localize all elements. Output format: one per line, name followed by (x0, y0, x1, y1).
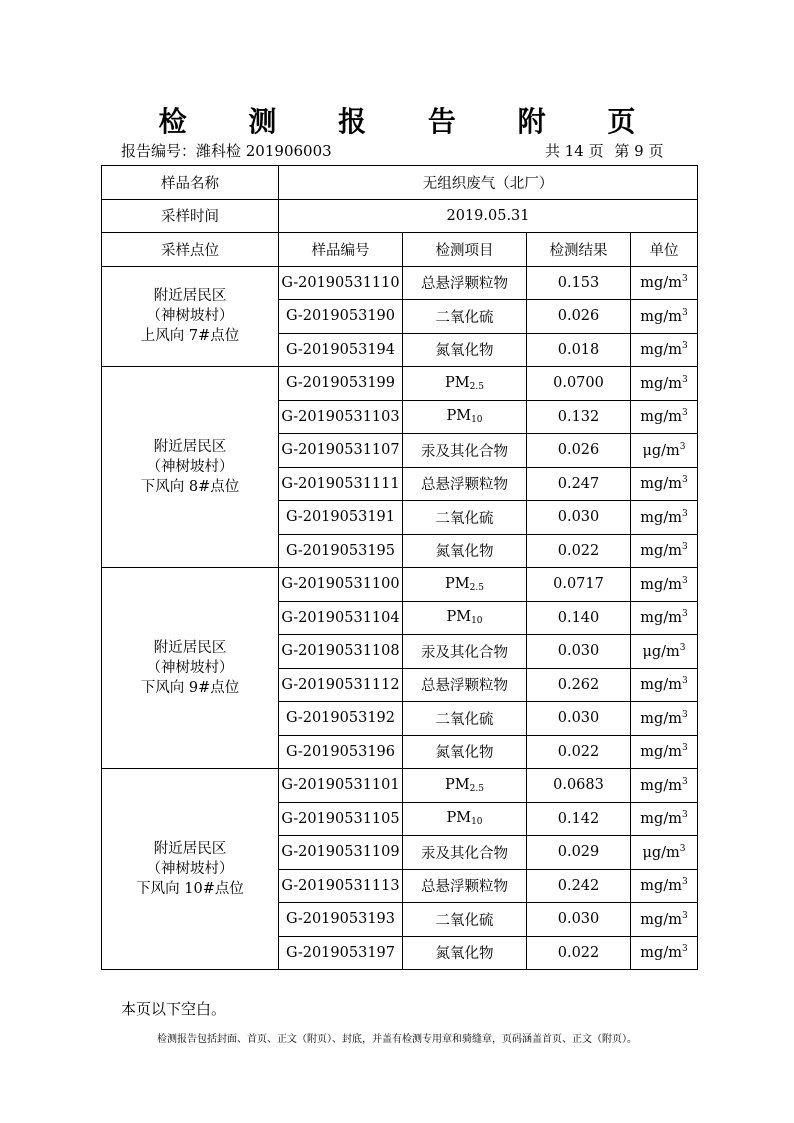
test-result-cell-text: 0.030 (557, 911, 600, 928)
unit-cell-sup: 3 (681, 475, 688, 486)
test-item-cell (403, 434, 527, 468)
sampling-site-line: （神树坡村） (146, 660, 234, 676)
unit-cell (631, 702, 698, 736)
unit-cell (631, 668, 698, 702)
col-sample-no-header: 样品编号 (279, 233, 403, 267)
sample-number-cell (279, 434, 403, 468)
unit-cell-text: μg/m (642, 442, 680, 459)
test-item-cell-sub: 10 (471, 817, 483, 828)
sample-name-value: 无组织废气（北厂） (279, 166, 698, 200)
unit-cell-text: mg/m (640, 576, 682, 593)
test-result-cell-text: 0.022 (557, 743, 600, 760)
unit-cell-sup: 3 (681, 508, 688, 519)
unit-cell-sup: 3 (679, 441, 686, 452)
test-item-cell-text: 汞及其化合物 (421, 845, 508, 862)
test-result-cell (527, 601, 631, 635)
sample-name-label: 样品名称 (102, 166, 279, 200)
table-row (102, 769, 698, 803)
sample-number-cell-text: G-20190531112 (281, 676, 400, 693)
unit-cell-sup: 3 (681, 274, 688, 285)
column-header-row (102, 233, 698, 267)
sample-name-row (102, 166, 698, 200)
sample-number-cell-text: G-2019053196 (285, 743, 395, 760)
sample-number-cell-text: G-2019053193 (285, 911, 395, 928)
unit-cell-text: mg/m (640, 677, 682, 694)
unit-cell-sup: 3 (679, 843, 686, 854)
sampling-site-cell (102, 568, 279, 769)
test-result-cell-text: 0.030 (557, 509, 600, 526)
unit-cell (631, 802, 698, 836)
test-result-cell (527, 300, 631, 334)
unit-cell (631, 936, 698, 970)
unit-cell-text: mg/m (640, 610, 682, 627)
test-result-cell (527, 769, 631, 803)
table-row (102, 367, 698, 401)
unit-cell-sup: 3 (681, 609, 688, 620)
sample-number-cell (279, 501, 403, 535)
sampling-time-value: 2019.05.31 (279, 199, 698, 233)
unit-cell-text: mg/m (640, 543, 682, 560)
test-item-cell-sub: 10 (471, 616, 483, 627)
test-item-cell-text: 二氧化硫 (435, 711, 494, 728)
test-item-cell (403, 802, 527, 836)
sample-number-cell (279, 467, 403, 501)
test-result-cell-text: 0.030 (557, 643, 600, 660)
unit-cell-sup: 3 (679, 642, 686, 653)
unit-cell-sup: 3 (681, 944, 688, 955)
test-result-cell (527, 735, 631, 769)
unit-cell-text: mg/m (640, 308, 682, 325)
test-result-cell-text: 0.247 (557, 475, 600, 492)
test-item-cell (403, 936, 527, 970)
test-item-cell-text: 二氧化硫 (435, 309, 494, 326)
test-item-cell (403, 467, 527, 501)
sample-number-cell-text: G-20190531105 (281, 810, 400, 827)
sample-number-cell (279, 869, 403, 903)
sample-number-cell-text: G-2019053191 (285, 509, 395, 526)
test-item-cell (403, 635, 527, 669)
col-unit-header: 单位 (631, 233, 698, 267)
sample-number-cell-text: G-2019053192 (285, 710, 395, 727)
sample-number-cell-text: G-20190531104 (281, 609, 400, 626)
sample-number-cell (279, 534, 403, 568)
test-item-cell-text: PM (445, 776, 470, 793)
unit-cell (631, 903, 698, 937)
test-result-cell-text: 0.029 (557, 844, 600, 861)
unit-cell-text: mg/m (640, 744, 682, 761)
unit-cell-text: mg/m (640, 811, 682, 828)
test-result-cell (527, 568, 631, 602)
unit-cell-sup: 3 (681, 341, 688, 352)
test-item-cell (403, 668, 527, 702)
unit-cell-text: μg/m (642, 643, 680, 660)
unit-cell-sup: 3 (681, 709, 688, 720)
sampling-site-cell (102, 769, 279, 970)
sampling-site-line: （神树坡村） (146, 861, 234, 877)
test-item-cell-text: PM (446, 810, 472, 827)
sample-number-cell-text: G-20190531100 (281, 576, 400, 593)
unit-cell (631, 266, 698, 300)
sample-number-cell (279, 266, 403, 300)
test-item-cell (403, 266, 527, 300)
test-result-cell (527, 501, 631, 535)
sample-number-cell (279, 668, 403, 702)
sample-number-cell-text: G-2019053194 (285, 341, 395, 358)
table-row (102, 568, 698, 602)
test-result-cell (527, 936, 631, 970)
test-result-cell (527, 434, 631, 468)
sample-number-cell-text: G-20190531108 (281, 643, 400, 660)
sample-number-cell-text: G-20190531107 (281, 442, 400, 459)
sampling-time-label: 采样时间 (102, 199, 279, 233)
unit-cell (631, 836, 698, 870)
unit-cell (631, 333, 698, 367)
test-result-cell (527, 635, 631, 669)
sample-number-cell (279, 836, 403, 870)
sample-number-cell (279, 400, 403, 434)
test-result-cell (527, 367, 631, 401)
sample-number-cell-text: G-2019053195 (285, 542, 395, 559)
test-item-cell (403, 869, 527, 903)
test-item-cell (403, 400, 527, 434)
unit-cell-sup: 3 (681, 877, 688, 888)
sample-number-cell (279, 769, 403, 803)
unit-cell-text: mg/m (640, 509, 682, 526)
test-item-cell-text: PM (446, 408, 472, 425)
sampling-site-line: 附近居民区 (153, 288, 227, 305)
test-item-cell-sub: 2.5 (469, 582, 484, 593)
unit-cell-text: μg/m (642, 844, 680, 861)
test-item-cell-sub: 10 (471, 415, 483, 426)
table-row (102, 266, 698, 300)
test-result-cell-text: 0.132 (557, 408, 600, 425)
unit-cell (631, 769, 698, 803)
col-result-header: 检测结果 (527, 233, 631, 267)
test-result-cell-text: 0.0700 (553, 375, 604, 392)
unit-cell (631, 400, 698, 434)
sample-number-cell-text: G-2019053199 (285, 375, 395, 392)
unit-cell (631, 869, 698, 903)
sample-number-cell (279, 333, 403, 367)
sample-number-cell (279, 735, 403, 769)
sampling-site-cell (102, 367, 279, 568)
unit-cell-text: mg/m (640, 476, 682, 493)
sample-number-cell-text: G-20190531113 (281, 877, 400, 894)
unit-cell (631, 467, 698, 501)
sample-number-cell (279, 601, 403, 635)
test-result-cell (527, 903, 631, 937)
footnote: 检测报告包括封面、首页、正文（附页）、封底，并盖有检测专用章和骑缝章，页码涵盖首页、正文（附页）。 (157, 1034, 637, 1045)
unit-cell-sup: 3 (681, 776, 688, 787)
test-result-cell-text: 0.262 (557, 676, 600, 693)
test-result-cell (527, 836, 631, 870)
sample-number-cell (279, 802, 403, 836)
page-current: 第 9 页 (614, 142, 664, 160)
test-result-cell-text: 0.026 (557, 308, 600, 325)
sampling-site-line: （神树坡村） (146, 459, 234, 475)
test-item-cell-text: PM (446, 609, 472, 626)
test-item-cell-text: 氮氧化物 (435, 343, 494, 360)
col-item-header: 检测项目 (403, 233, 527, 267)
unit-cell-sup: 3 (681, 810, 688, 821)
test-item-cell (403, 702, 527, 736)
test-item-cell-text: 二氧化硫 (435, 510, 494, 527)
test-result-cell-text: 0.142 (557, 810, 600, 827)
test-result-cell-text: 0.153 (557, 274, 600, 291)
unit-cell-sup: 3 (681, 307, 688, 318)
test-item-cell (403, 333, 527, 367)
sample-number-cell (279, 936, 403, 970)
test-result-cell (527, 702, 631, 736)
results-table (101, 165, 698, 970)
sampling-site-line: （神树坡村） (146, 308, 234, 325)
unit-cell (631, 635, 698, 669)
test-result-cell-text: 0.018 (557, 341, 600, 358)
page-total: 共 14 页 (545, 142, 604, 160)
sample-number-cell-text: G-2019053190 (285, 308, 395, 325)
sample-number-cell (279, 903, 403, 937)
sampling-time-row (102, 199, 698, 233)
sample-number-cell (279, 367, 403, 401)
test-result-cell (527, 869, 631, 903)
test-result-cell (527, 400, 631, 434)
test-item-cell (403, 601, 527, 635)
sampling-site-line: 上风向 7#点位 (140, 328, 240, 345)
test-item-cell (403, 501, 527, 535)
test-item-cell-text: 氮氧化物 (435, 946, 494, 963)
test-result-cell-text: 0.022 (557, 944, 600, 961)
unit-cell-sup: 3 (681, 676, 688, 687)
test-result-cell (527, 668, 631, 702)
page-info (545, 140, 670, 161)
unit-cell-sup: 3 (681, 542, 688, 553)
unit-cell (631, 735, 698, 769)
page-title: 检 测 报 告 附 页 (158, 105, 662, 138)
test-item-cell (403, 836, 527, 870)
test-item-cell (403, 735, 527, 769)
test-item-cell-text: 总悬浮颗粒物 (421, 678, 508, 695)
sampling-site-line: 下风向 9#点位 (140, 680, 240, 696)
unit-cell-sup: 3 (681, 743, 688, 754)
test-item-cell-sub: 2.5 (469, 381, 484, 392)
sample-number-cell (279, 300, 403, 334)
test-item-cell-text: 总悬浮颗粒物 (421, 477, 508, 494)
unit-cell-sup: 3 (681, 408, 688, 419)
unit-cell-text: mg/m (640, 342, 682, 359)
test-result-cell (527, 467, 631, 501)
unit-cell (631, 501, 698, 535)
unit-cell (631, 367, 698, 401)
unit-cell-text: mg/m (640, 911, 682, 928)
test-item-cell-text: 总悬浮颗粒物 (421, 879, 508, 896)
test-item-cell-text: PM (445, 374, 470, 391)
test-result-cell-text: 0.0683 (553, 777, 604, 794)
unit-cell-text: mg/m (640, 375, 682, 392)
sample-number-cell (279, 568, 403, 602)
col-site-header: 采样点位 (102, 233, 279, 267)
test-item-cell (403, 903, 527, 937)
unit-cell (631, 568, 698, 602)
sample-number-cell (279, 702, 403, 736)
test-item-cell-text: PM (445, 575, 470, 592)
test-item-cell-text: 氮氧化物 (435, 544, 494, 561)
sample-number-cell-text: G-20190531101 (281, 777, 400, 794)
unit-cell-sup: 3 (681, 575, 688, 586)
sample-number-cell (279, 635, 403, 669)
unit-cell-text: mg/m (640, 275, 682, 292)
sample-number-cell-text: G-20190531103 (281, 408, 400, 425)
test-result-cell (527, 266, 631, 300)
unit-cell (631, 300, 698, 334)
test-item-cell (403, 534, 527, 568)
test-item-cell-sub: 2.5 (469, 783, 484, 794)
unit-cell (631, 434, 698, 468)
test-result-cell (527, 802, 631, 836)
unit-cell (631, 601, 698, 635)
sampling-site-line: 下风向 10#点位 (136, 881, 244, 897)
unit-cell-text: mg/m (640, 409, 682, 426)
test-result-cell-text: 0.140 (557, 609, 600, 626)
test-item-cell-text: 氮氧化物 (435, 745, 494, 762)
test-item-cell-text: 二氧化硫 (435, 912, 494, 929)
test-result-cell-text: 0.022 (557, 542, 600, 559)
test-item-cell-text: 汞及其化合物 (421, 644, 508, 661)
unit-cell-text: mg/m (640, 878, 682, 895)
report-number: 报告编号：潍科检 201906003 (121, 142, 332, 160)
sampling-site-line: 附近居民区 (153, 841, 227, 857)
test-item-cell (403, 769, 527, 803)
unit-cell (631, 534, 698, 568)
sampling-site-cell (102, 266, 279, 367)
sampling-site-line: 附近居民区 (153, 640, 227, 656)
test-result-cell (527, 333, 631, 367)
unit-cell-sup: 3 (681, 374, 688, 385)
unit-cell-text: mg/m (640, 945, 682, 962)
sampling-site-line: 附近居民区 (153, 439, 227, 455)
sample-number-cell-text: G-20190531109 (281, 844, 400, 861)
unit-cell-text: mg/m (640, 777, 682, 794)
unit-cell-text: mg/m (640, 710, 682, 727)
test-result-cell-text: 0.0717 (553, 576, 604, 593)
test-item-cell (403, 300, 527, 334)
test-item-cell-text: 总悬浮颗粒物 (421, 276, 508, 293)
sample-number-cell-text: G-2019053197 (285, 944, 395, 961)
test-result-cell-text: 0.026 (557, 442, 600, 459)
unit-cell-sup: 3 (681, 910, 688, 921)
blank-note: 本页以下空白。 (121, 1000, 227, 1018)
test-item-cell (403, 568, 527, 602)
sample-number-cell-text: G-20190531110 (281, 274, 400, 291)
test-result-cell-text: 0.242 (557, 877, 600, 894)
test-result-cell (527, 534, 631, 568)
sample-number-cell-text: G-20190531111 (281, 475, 400, 492)
test-item-cell-text: 汞及其化合物 (421, 443, 508, 460)
test-result-cell-text: 0.030 (557, 710, 600, 727)
test-item-cell (403, 367, 527, 401)
sampling-site-line: 下风向 8#点位 (140, 479, 240, 495)
